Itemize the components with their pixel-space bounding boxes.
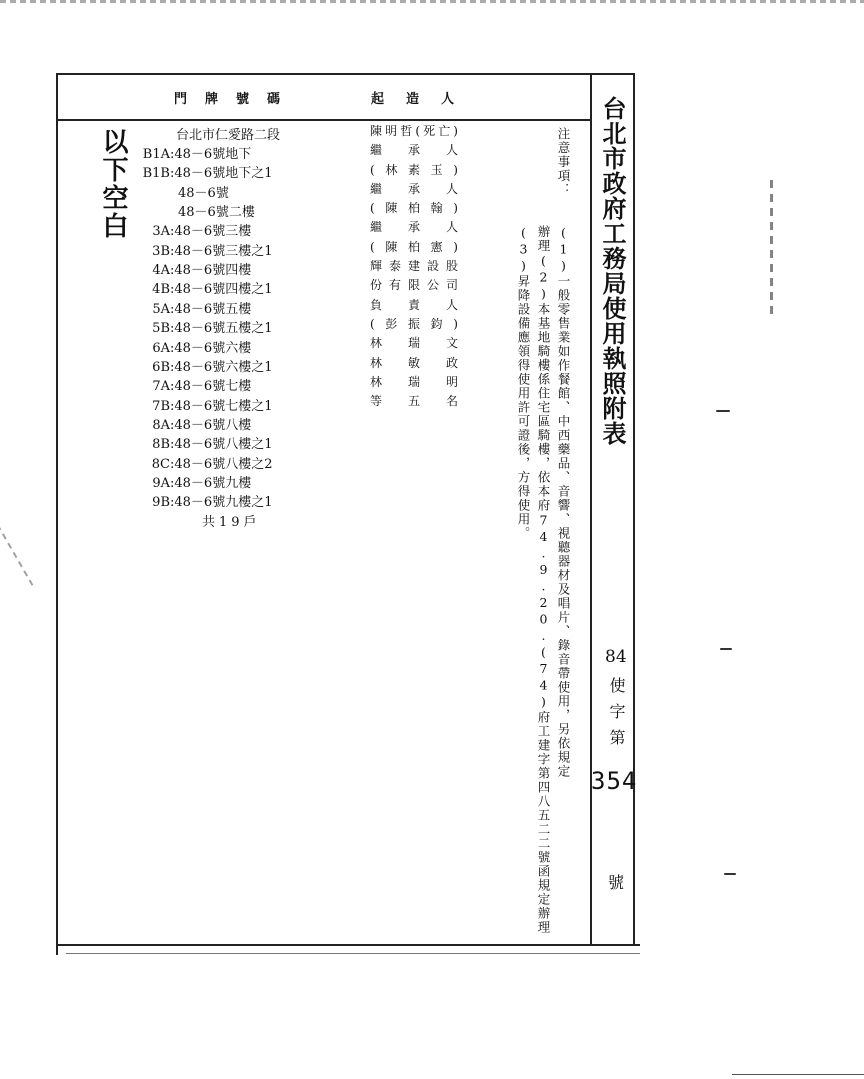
notes-column-2: 辦理(2)本基地騎樓係住宅區騎樓，依本府74.9.20.(74)府工建字第四八五二二號函規定辦理	[536, 225, 551, 935]
address-row	[138, 340, 251, 358]
scan-speck	[716, 410, 730, 412]
unit-address: :48－6號四樓之1	[170, 282, 273, 298]
builder-entry: (彭振鈞)	[370, 316, 458, 331]
address-row	[138, 243, 272, 261]
builder-entry: (林素玉)	[370, 162, 458, 177]
table-header-divider	[56, 119, 590, 121]
address-row	[138, 359, 272, 377]
unit-address: :48－6號五樓	[170, 301, 252, 317]
unit-address: :48－6號三樓	[170, 224, 252, 240]
table-bottom-border-shadow	[66, 953, 640, 954]
builder-entry: 輝泰建設股	[370, 259, 458, 274]
scan-stamp-mark	[0, 494, 85, 586]
unit-address: :48－6號六樓	[170, 340, 252, 356]
unit-label: B1A	[142, 147, 170, 162]
address-total: 共19戶	[202, 515, 261, 530]
builder-entry: 繼承人	[370, 143, 458, 158]
address-row	[138, 398, 272, 416]
address-row	[138, 262, 251, 280]
builder-list	[370, 122, 458, 411]
sheet-title: 台北市政府工務局使用執照附表	[598, 96, 627, 446]
scan-line-bottom	[732, 1074, 864, 1075]
notes-column-3: (3)昇降設備應領得使用許可證後，方得使用。	[516, 225, 531, 541]
address-row	[138, 456, 272, 474]
scan-speck	[720, 648, 732, 650]
builder-entry: 林瑞明	[370, 374, 458, 389]
unit-label: 7B	[152, 398, 170, 414]
address-street: 台北市仁愛路二段	[176, 128, 281, 143]
address-row	[138, 223, 251, 241]
notes-column-1: (1)一般零售業如作餐館、中西藥品、音響、視聽器材及唱片、錄音帶使用，另依規定	[556, 225, 571, 779]
builder-entry: 份有限公司	[370, 278, 458, 293]
unit-label: 4B	[152, 282, 170, 298]
unit-label: 6A	[152, 340, 170, 356]
unit-address: 48－6號	[178, 185, 229, 201]
right-outer-border	[633, 73, 635, 945]
builder-entry: 等五名	[370, 394, 458, 409]
scan-speck	[724, 873, 736, 875]
builder-column-header: 起造人	[371, 92, 477, 107]
table-bottom-border	[56, 944, 640, 946]
address-row	[138, 378, 251, 396]
notes-heading: 注意事項：	[556, 127, 571, 197]
unit-address: :48－6號三樓之1	[170, 243, 273, 259]
unit-label: 8C	[151, 456, 170, 472]
unit-address: :48－6號九樓之1	[170, 495, 273, 511]
title-column-divider	[590, 73, 592, 945]
unit-label: 5B	[152, 321, 170, 337]
address-row	[138, 146, 251, 164]
unit-address: :48－6號七樓	[170, 379, 252, 395]
builder-entry: 林敏政	[370, 355, 458, 370]
unit-label: 3A	[152, 224, 170, 240]
unit-address: :48－6號四樓	[170, 263, 252, 279]
builder-entry: (陳柏翰)	[370, 201, 458, 216]
unit-label: B1B	[142, 166, 170, 182]
handwritten-blank-below-note: 以下空白	[98, 128, 128, 240]
address-row	[138, 301, 251, 319]
address-row	[138, 494, 272, 512]
builder-entry: 負責人	[370, 297, 458, 312]
builder-entry: 陳明哲(死亡)	[370, 124, 458, 138]
license-type: 使字第	[607, 677, 626, 755]
builder-entry: 林瑞文	[370, 336, 458, 351]
unit-label: 9A	[152, 475, 170, 491]
builder-entry: 繼承人	[370, 181, 458, 196]
unit-label: 7A	[152, 379, 170, 395]
unit-label: 5A	[152, 301, 170, 317]
scan-edge-right	[770, 180, 773, 320]
unit-address: :48－6號九樓	[170, 475, 252, 491]
unit-address: :48－6號八樓之2	[170, 456, 273, 472]
unit-address: 48－6號二樓	[178, 205, 255, 221]
unit-address: :48－6號六樓之1	[170, 359, 273, 375]
unit-label: 9B	[152, 495, 170, 511]
unit-label: 6B	[152, 359, 170, 375]
address-row	[138, 185, 229, 203]
license-year: 84	[605, 647, 627, 667]
unit-label: 4A	[152, 263, 170, 279]
unit-label: 8A	[152, 417, 170, 433]
license-suffix: 號	[608, 873, 625, 892]
address-row	[138, 281, 272, 299]
address-row	[138, 165, 272, 183]
address-column-header: 門牌號碼	[174, 92, 299, 107]
unit-address: :48－6號五樓之1	[170, 321, 273, 337]
scan-line-top	[0, 0, 864, 3]
builder-entry: 繼承人	[370, 220, 458, 235]
address-row	[138, 417, 251, 435]
unit-address: :48－6號地下之1	[170, 166, 273, 182]
unit-label: 8B	[152, 437, 170, 453]
address-row	[138, 436, 272, 454]
license-number: 354	[591, 767, 638, 795]
address-row	[138, 204, 255, 222]
unit-address: :48－6號八樓之1	[170, 437, 273, 453]
unit-label: 3B	[152, 243, 170, 259]
table-top-border	[56, 73, 634, 75]
unit-address: :48－6號地下	[170, 147, 252, 162]
unit-address: :48－6號七樓之1	[170, 398, 273, 414]
address-row	[138, 320, 272, 338]
unit-address: :48－6號八樓	[170, 417, 252, 433]
address-row	[138, 475, 251, 493]
builder-entry: (陳柏憲)	[370, 239, 458, 254]
